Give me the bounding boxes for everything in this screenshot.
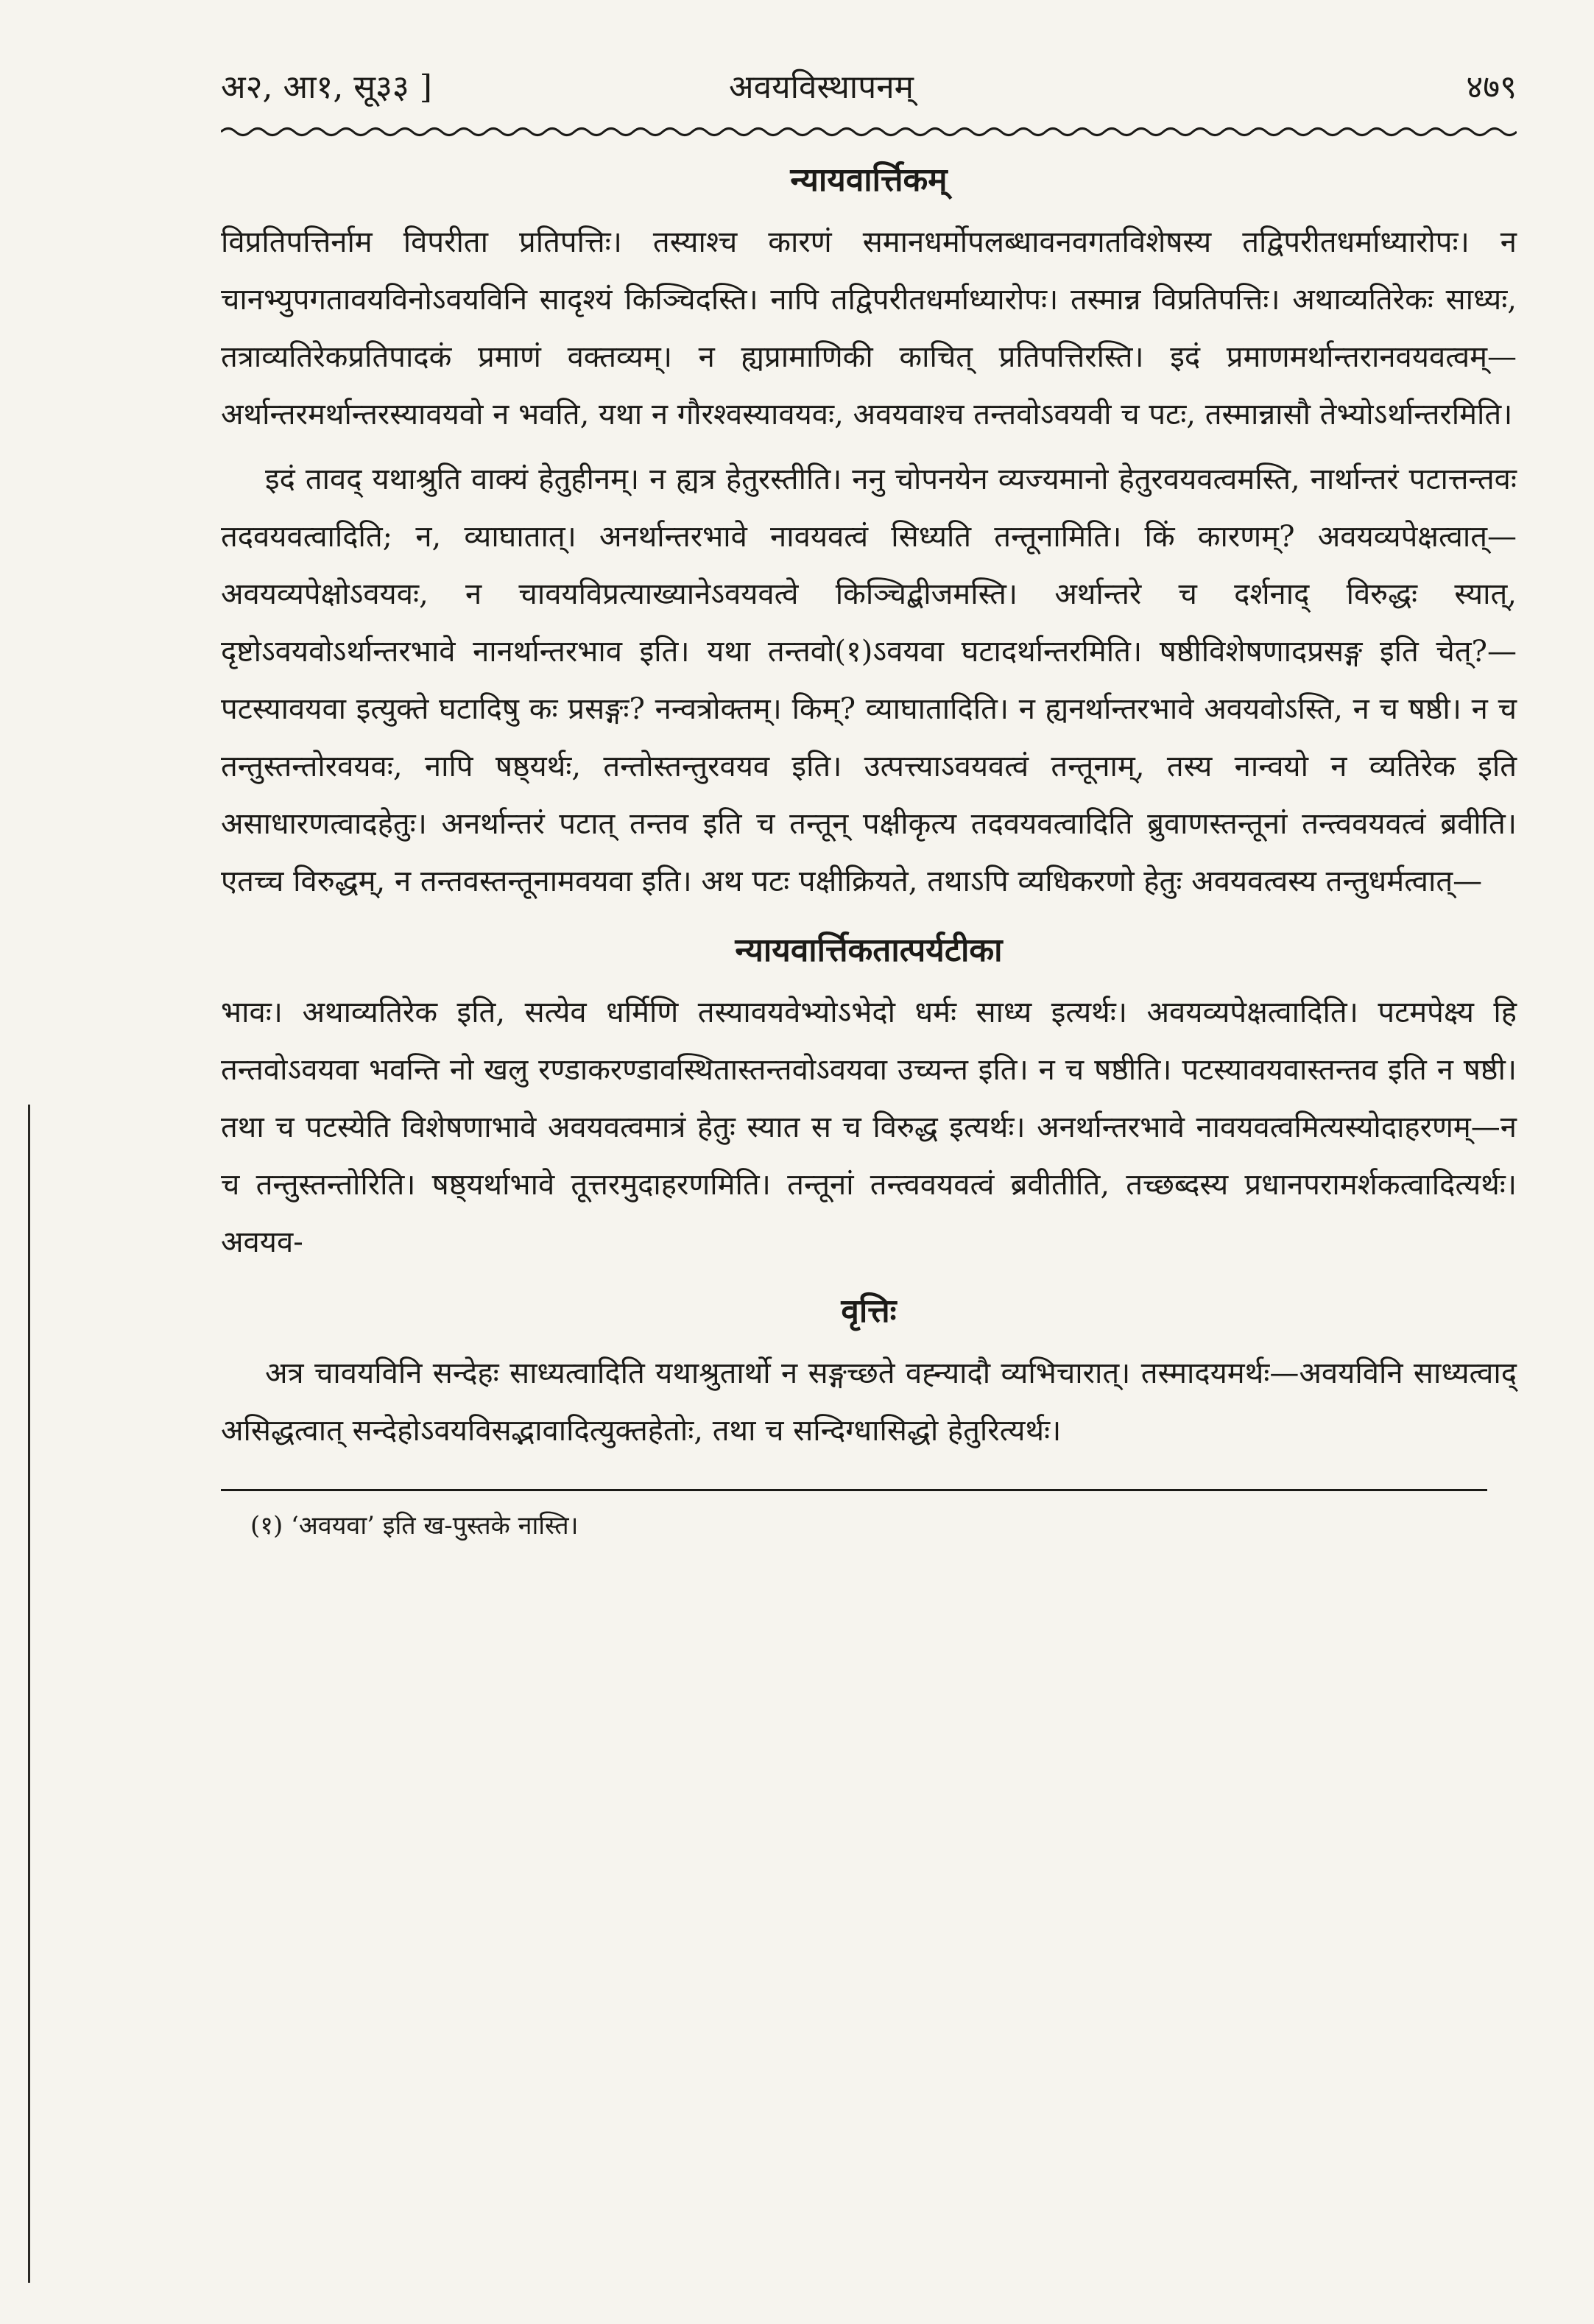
paragraph: अत्र चावयविनि सन्देहः साध्यत्वादिति यथाश्रुतार्थो न सङ्गच्छते वह्न्यादौ व्यभिचारात्। तस्मादयमर्थः—अवयविनि साध्यत्वाद् असिद्धत्वात् सन्देहोऽवयविसद्भावादित्युक्तहेतोः, तथा च सन्दिग्धासिद्धो हेतुरित्यर्थः। [221, 1356, 1517, 1448]
paragraph: इदं तावद् यथाश्रुति वाक्यं हेतुहीनम्। न ह्यत्र हेतुरस्तीति। ननु चोपनयेन व्यज्यमानो हेतुरवयवत्वमस्ति, नार्थान्तरं पटात्तन्तवः तदवयवत्वादिति; न, व्याघातात्। अनर्थान्तरभावे नावयवत्वं सिध्यति तन्तूनामिति। किं कारणम्? अवयव्यपेक्षत्वात्—अवयव्यपेक्षोऽवयवः, न चावयविप्रत्याख्यानेऽवयवत्वे किञ्चिद्बीजमस्ति। अर्थान्तरे च दर्शनाद् विरुद्धः स्यात्, दृष्टोऽवयवोऽर्थान्तरभावे नानर्थान्तरभाव इति। यथा तन्तवो(१)ऽवयवा घटादर्थान्तरमिति। षष्ठीविशेषणादप्रसङ्ग इति चेत्?—पटस्यावयवा इत्युक्ते घटादिषु कः प्रसङ्गः? नन्वत्रोक्तम्। किम्? व्याघातादिति। न ह्यनर्थान्तरभावे अवयवोऽस्ति, न च षष्ठी। न च तन्तुस्तन्तोरवयवः, नापि षष्ठ्यर्थः, तन्तोस्तन्तुरवयव इति। उत्पत्त्याऽवयवत्वं तन्तूनाम्, तस्य नान्वयो न व्यतिरेक इति असाधारणत्वादहेतुः। अनर्थान्तरं पटात् तन्तव इति च तन्तून् पक्षीकृत्य तदवयवत्वादिति ब्रुवाणस्तन्तूनां तन्त्ववयवत्वं ब्रवीति। एतच्च विरुद्धम्, न तन्तवस्तन्तूनामवयवा इति। अथ पटः पक्षीक्रियते, तथाऽपि व्यधिकरणो हेतुः अवयवत्वस्य तन्तुधर्मत्वात्— [221, 462, 1517, 898]
header-reference: अ२, आ१, सू३३ ] [221, 68, 432, 106]
header-title: अवयविस्थापनम् [729, 68, 914, 106]
footnote: (१) ‘अवयवा’ इति ख-पुस्तके नास्ति। [250, 1511, 579, 1540]
paragraph: विप्रतिपत्तिर्नाम विपरीता प्रतिपत्तिः। तस्याश्च कारणं समानधर्मोपलब्धावनवगतविशेषस्य तद्विपरीतधर्माध्यारोपः। न चानभ्युपगतावयविनोऽवयविनि सादृश्यं किञ्चिदस्ति। नापि तद्विपरीतधर्माध्यारोपः। तस्मान्न विप्रतिपत्तिः। अथाव्यतिरेकः साध्यः, तत्राव्यतिरेकप्रतिपादकं प्रमाणं वक्तव्यम्। न ह्यप्रामाणिकी काचित् प्रतिपत्तिरस्ति। इदं प्रमाणमर्थान्तरानवयवत्वम्—अर्थान्तरमर्थान्तरस्यावयवो न भवति, यथा न गौरश्वस्यावयवः, अवयवाश्च तन्तवोऽवयवी च पटः, तस्मान्नासौ तेभ्योऽर्थान्तरमिति। [221, 225, 1517, 432]
section-heading: न्यायवार्त्तिकतात्पर्यटीका [735, 932, 1003, 969]
page-binding-edge [28, 1105, 30, 2283]
running-header [221, 59, 1517, 130]
footnote-rule [221, 1489, 1487, 1491]
section-tatparyatika [221, 926, 1517, 1271]
page-number: ४७९ [1466, 68, 1517, 106]
section-vartika [221, 156, 1517, 910]
page [221, 59, 1517, 1541]
paragraph: भावः। अथाव्यतिरेक इति, सत्येव धर्मिणि तस्यावयवेभ्योऽभेदो धर्मः साध्य इत्यर्थः। अवयव्यपेक्षत्वादिति। पटमपेक्ष्य हि तन्तवोऽवयवा भवन्ति नो खलु रण्डाकरण्डावस्थितास्तन्तवोऽवयवा उच्यन्त इति। न च षष्ठीति। पटस्यावयवास्तन्तव इति न षष्ठी। तथा च पटस्येति विशेषणाभावे अवयवत्वमात्रं हेतुः स्यात स च विरुद्ध इत्यर्थः। अनर्थान्तरभावे नावयवत्वमित्यस्योदाहरणम्—न च तन्तुस्तन्तोरिति। षष्ठ्यर्थाभावे तूत्तरमुदाहरणमिति। तन्तूनां तन्त्ववयवत्वं ब्रवीतीति, तच्छब्दस्य प्रधानपरामर्शकत्वादित्यर्थः। अवयव- [221, 996, 1517, 1259]
section-vritti [221, 1287, 1517, 1459]
section-heading: न्यायवार्त्तिकम् [790, 161, 948, 199]
section-heading: वृत्तिः [841, 1292, 897, 1330]
